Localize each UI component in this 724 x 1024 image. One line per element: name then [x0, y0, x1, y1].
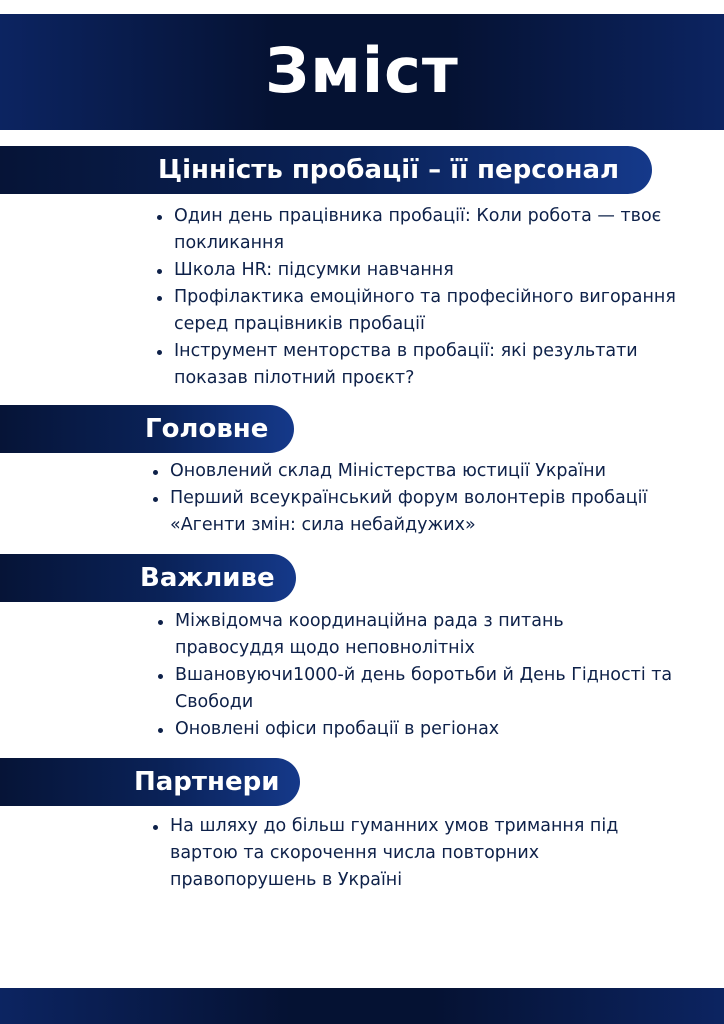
section-heading-value-of-probation: Цінність пробації – її персонал: [0, 146, 652, 194]
list-item: Профілактика емоційного та професійного вигорання серед працівників пробації: [157, 284, 677, 338]
section-heading-important: Важливе: [0, 554, 296, 602]
list-item: Міжвідомча координаційна рада з питань правосуддя щодо неповнолітніх: [158, 608, 678, 662]
list-item: Школа HR: підсумки навчання: [157, 257, 677, 284]
list-item: Інструмент менторства в пробації: які результати показав пілотний проєкт?: [157, 338, 677, 392]
list-item: Вшановуючи1000-й день боротьби й День Гідності та Свободи: [158, 662, 678, 716]
section-list-partners: [153, 813, 653, 894]
section-heading-partners: Партнери: [0, 758, 300, 806]
section-heading-main: Головне: [0, 405, 294, 453]
section-list-important: [158, 608, 678, 743]
list-item: Оновлений склад Міністерства юстиції України: [153, 458, 683, 485]
list-item: Один день працівника пробації: Коли робота — твоє покликання: [157, 203, 677, 257]
list-item: Перший всеукраїнський форум волонтерів пробації «Агенти змін: сила небайдужих»: [153, 485, 683, 539]
section-list-main: [153, 458, 683, 539]
list-item: На шляху до більш гуманних умов тримання під вартою та скорочення числа повторних правопорушень в Україні: [153, 813, 653, 894]
header-banner: [0, 14, 724, 130]
footer-banner: [0, 988, 724, 1024]
section-list-value-of-probation: [157, 203, 677, 392]
page-title: Зміст: [265, 33, 459, 107]
list-item: Оновлені офіси пробації в регіонах: [158, 716, 678, 743]
